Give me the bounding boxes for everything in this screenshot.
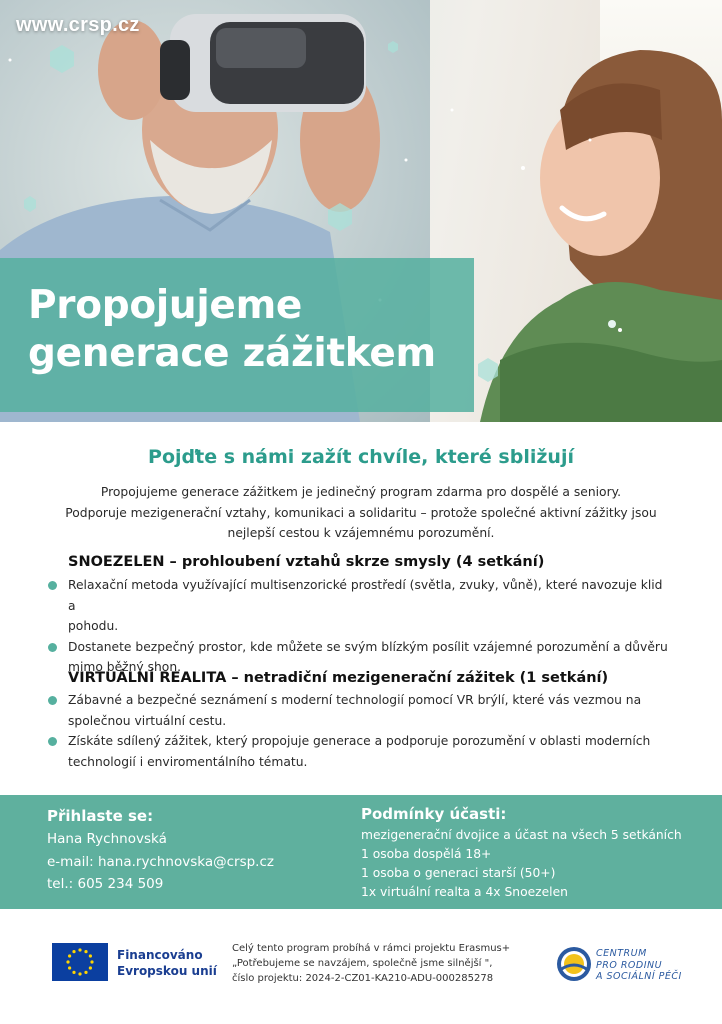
condition-item: mezigenerační dvojice a účast na všech 5 setkáních bbox=[361, 828, 682, 842]
eu-star-icon bbox=[84, 950, 87, 953]
contact-name: Hana Rychnovská bbox=[47, 831, 167, 847]
bullet-text: pohodu. bbox=[68, 619, 119, 633]
eu-star-icon bbox=[72, 971, 75, 974]
eu-funding-label bbox=[117, 947, 217, 979]
hero-title-line: Propojujeme bbox=[28, 283, 303, 328]
condition-item: 1x virtuální realta a 4x Snoezelen bbox=[361, 885, 568, 899]
bullet-text: Relaxační metoda využívající multisenzorické prostředí (světla, zvuky, vůně), které navozuje klid a bbox=[68, 578, 663, 613]
bullet-dot-icon bbox=[48, 581, 57, 590]
eu-star-icon bbox=[84, 971, 87, 974]
list-item bbox=[48, 575, 668, 637]
snoezelen-bullet-list bbox=[48, 575, 668, 678]
bullet-text: Získáte sdílený zážitek, který propojuje generace a podporuje porozumění v oblasti moderních bbox=[68, 734, 651, 748]
project-note-line: „Potřebujeme se navzájem, společně jsme silnější ", bbox=[232, 958, 493, 969]
project-note-line: Celý tento program probíhá v rámci projektu Erasmus+ bbox=[232, 943, 511, 954]
page-subtitle: Pojďte s námi zažít chvíle, které sbližují bbox=[148, 446, 574, 468]
bullet-text: mimo běžný shon. bbox=[68, 660, 182, 674]
eu-flag-icon bbox=[52, 943, 108, 981]
eu-star-icon bbox=[78, 948, 81, 951]
bullet-dot-icon bbox=[48, 737, 57, 746]
contact-phone[interactable]: tel.: 605 234 509 bbox=[47, 876, 164, 892]
bullet-dot-icon bbox=[48, 643, 57, 652]
eu-star-icon bbox=[89, 954, 92, 957]
eu-funding-line: Evropskou unií bbox=[117, 964, 217, 978]
hero-image bbox=[0, 0, 722, 422]
eu-star-icon bbox=[68, 954, 71, 957]
section-heading-snoezelen: SNOEZELEN – prohloubení vztahů skrze smysly (4 setkání) bbox=[68, 554, 545, 570]
cprs-sun-logo-icon bbox=[556, 946, 592, 982]
cprs-logo-line: A SOCIÁLNÍ PÉČI bbox=[596, 971, 682, 982]
bullet-text: technologií i enviromentálního tématu. bbox=[68, 754, 308, 769]
intro-paragraph bbox=[60, 482, 662, 544]
vr-headset-icon bbox=[160, 14, 366, 112]
section-heading-vr: VIRTUÁLNÍ REALITA – netradiční mezigenerační zážitek (1 setkání) bbox=[68, 670, 609, 686]
hero-title-line: generace zážitkem bbox=[28, 331, 436, 376]
project-note-line: číslo projektu: 2024-2-CZ01-KA210-ADU-000285278 bbox=[232, 973, 494, 984]
intro-line: Podporuje mezigenerační vztahy, komunikaci a solidaritu – protože společné aktivní zážitky jsou bbox=[65, 505, 657, 520]
eu-star-icon bbox=[66, 960, 69, 963]
project-note bbox=[232, 941, 532, 986]
cprs-logo-line: PRO RODINU bbox=[596, 959, 663, 971]
condition-item: 1 osoba dospělá 18+ bbox=[361, 847, 492, 861]
eu-star-icon bbox=[68, 966, 71, 969]
intro-line: nejlepší cestou k vzájemnému porozumění. bbox=[227, 526, 495, 540]
list-item bbox=[48, 731, 668, 772]
bullet-text: Zábavné a bezpečné seznámení s moderní technologií pomocí VR brýlí, které vás vezmou na bbox=[68, 693, 642, 707]
eu-funding-line: Financováno bbox=[117, 948, 203, 962]
bullet-text: společnou virtuální cestu. bbox=[68, 713, 227, 728]
website-url: www.crsp.cz bbox=[16, 14, 140, 36]
registration-heading: Přihlaste se: bbox=[47, 807, 154, 825]
registration-column bbox=[47, 807, 337, 896]
intro-line: Propojujeme generace zážitkem je jedinečný program zdarma pro dospělé a seniory. bbox=[100, 485, 622, 499]
vr-bullet-list bbox=[48, 690, 668, 772]
conditions-column bbox=[361, 805, 711, 902]
cprs-logo-line: CENTRUM bbox=[596, 948, 647, 959]
eu-star-icon bbox=[89, 966, 92, 969]
eu-star-icon bbox=[72, 950, 75, 953]
conditions-heading: Podmínky účasti: bbox=[361, 805, 507, 823]
bullet-dot-icon bbox=[48, 696, 57, 705]
bullet-text: Dostanete bezpečný prostor, kde můžete se svým blízkým posílit vzájemné porozumění a důvěru bbox=[68, 639, 668, 654]
eu-star-icon bbox=[90, 960, 93, 963]
cprs-logo-text bbox=[596, 948, 682, 983]
contact-band bbox=[0, 795, 722, 909]
list-item bbox=[48, 690, 668, 731]
contact-email[interactable]: e-mail: hana.rychnovska@crsp.cz bbox=[47, 853, 274, 870]
eu-star-icon bbox=[78, 972, 81, 975]
hero-title bbox=[28, 282, 468, 378]
condition-item: 1 osoba o generaci starší (50+) bbox=[361, 866, 556, 880]
